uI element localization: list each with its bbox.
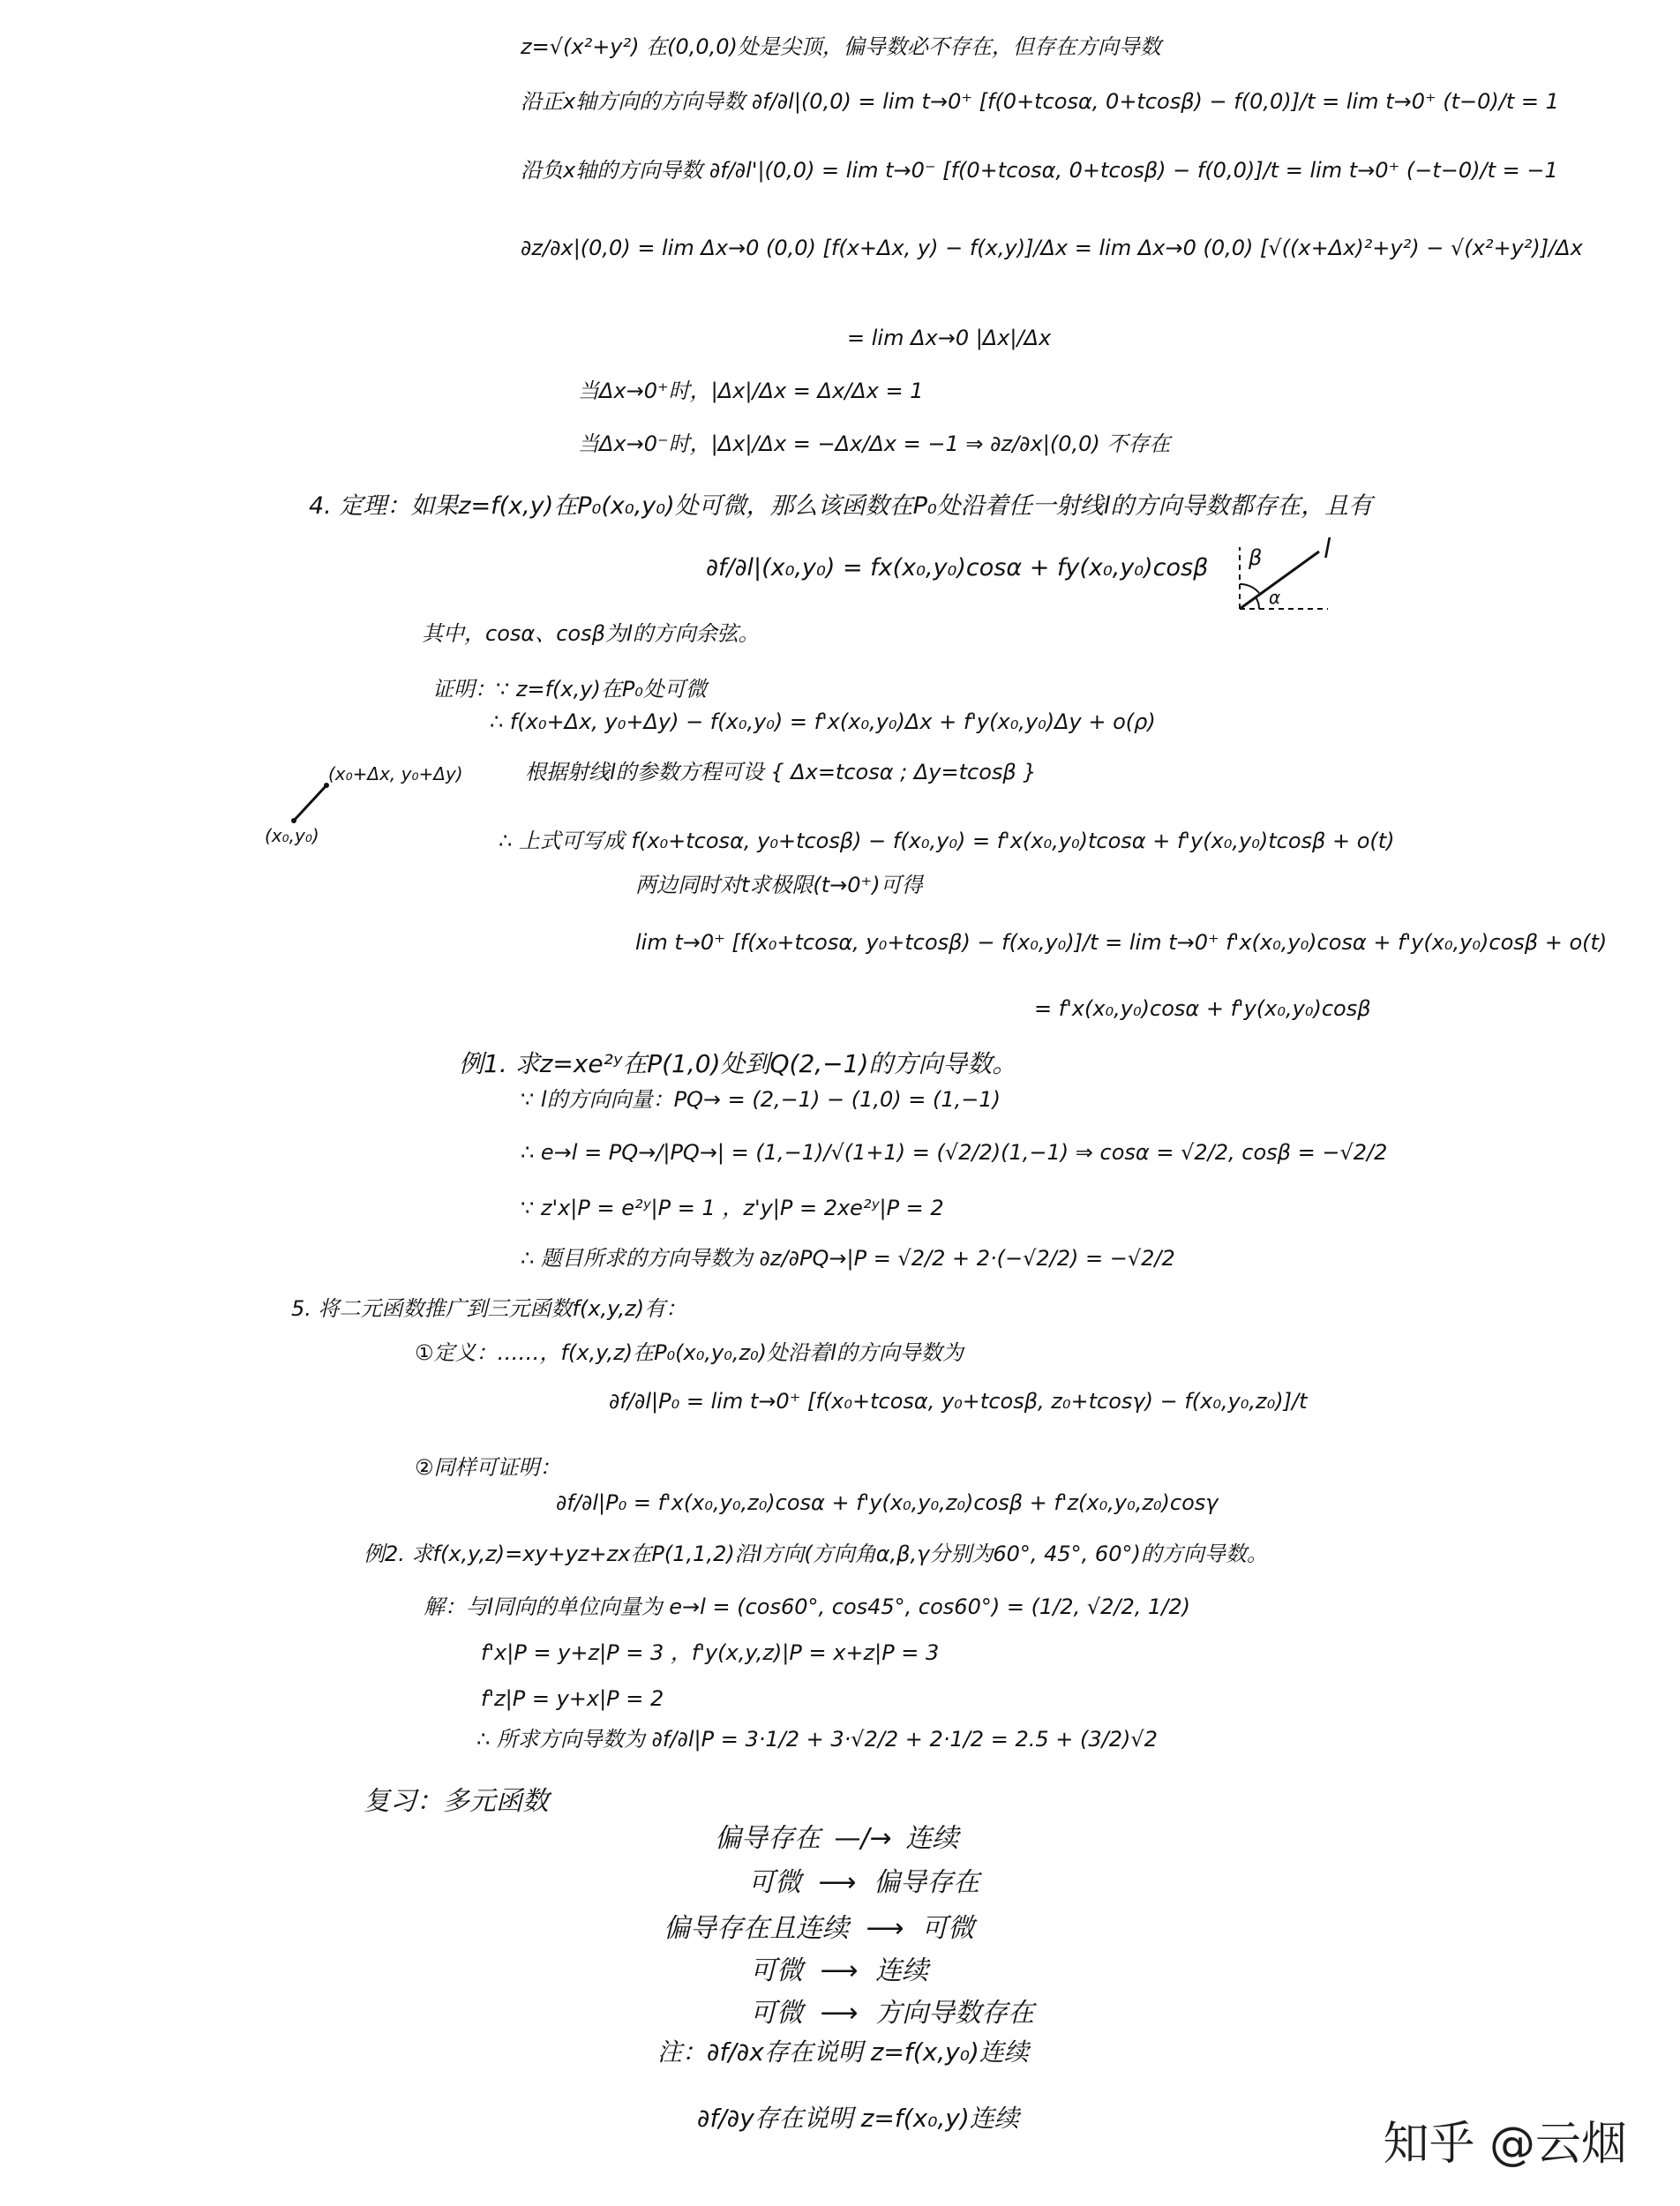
review-right: 连续 — [875, 1955, 929, 1986]
implies-arrow: ⟶ — [866, 1913, 904, 1944]
note-line-9: ∂f/∂l|(x₀,y₀) = fx(x₀,y₀)cosα + fy(x₀,y₀)cosβ — [706, 554, 1209, 582]
note-line-12: ∴ f(x₀+Δx, y₀+Δy) − f(x₀,y₀) = f'x(x₀,y₀)Δx + f'y(x₀,y₀)Δy + o(ρ) — [490, 709, 1156, 734]
review-right: 连续 — [905, 1823, 959, 1854]
review-left: 偏导存在 — [715, 1823, 821, 1854]
note-line-24: ①定义：……，f(x,y,z)在P₀(x₀,y₀,z₀)处沿着l的方向导数为 — [415, 1340, 964, 1365]
note-line-14: ∴ 上式可写成 f(x₀+tcosα, y₀+tcosβ) − f(x₀,y₀) = f'x(x₀,y₀)tcosα + f'y(x₀,y₀)tcosβ + o(t) — [499, 829, 1395, 853]
review-right: 可微 — [921, 1913, 975, 1944]
note-line-11: 证明：∵ z=f(x,y)在P₀处可微 — [432, 677, 707, 702]
note-line-25: ∂f/∂l|P₀ = lim t→0⁺ [f(x₀+tcosα, y₀+tcosβ, z₀+tcosγ) − f(x₀,y₀,z₀)]/t — [609, 1389, 1308, 1414]
review-right: 偏导存在 — [874, 1867, 980, 1898]
note-line-35: ∂f/∂y存在说明 z=f(x₀,y)连续 — [697, 2104, 1019, 2133]
beta-label: β — [1249, 545, 1263, 570]
note-line-33: 复习：多元函数 — [364, 1786, 549, 1817]
implies-arrow: ⟶ — [820, 1998, 859, 2029]
note-line-22: ∴ 题目所求的方向导数为 ∂z/∂PQ→|P = √2/2 + 2·(−√2/2) = −√2/2 — [521, 1246, 1175, 1271]
note-line-19: ∵ l的方向向量：PQ→ = (2,−1) − (1,0) = (1,−1) — [521, 1087, 1001, 1112]
note-line-4: ∂z/∂x|(0,0) = lim Δx→0 (0,0) [f(x+Δx, y) − f(x,y)]/Δx = lim Δx→0 (0,0) [√((x+Δx)²+y²) − √(x²+y²)]/Δx — [521, 236, 1583, 260]
note-line-23: 5. 将二元函数推广到三元函数f(x,y,z)有： — [291, 1296, 687, 1321]
ray-l-label: l — [1324, 534, 1331, 565]
note-line-16: lim t→0⁺ [f(x₀+tcosα, y₀+tcosβ) − f(x₀,y₀)]/t = lim t→0⁺ f'x(x₀,y₀)cosα + f'y(x₀,y₀)cosβ + o(t) — [635, 930, 1608, 955]
review-left: 偏导存在且连续 — [664, 1913, 849, 1944]
note-line-30: f'x|P = y+z|P = 3 ，f'y(x,y,z)|P = x+z|P = 3 — [481, 1640, 940, 1665]
review-row-1 — [715, 1816, 958, 1855]
review-right: 方向导数存在 — [875, 1998, 1035, 2029]
note-line-5: = lim Δx→0 |Δx|/Δx — [847, 326, 1052, 350]
note-line-32: ∴ 所求方向导数为 ∂f/∂l|P = 3·1/2 + 3·√2/2 + 2·1/2 = 2.5 + (3/2)√2 — [476, 1727, 1158, 1752]
note-line-34: 注：∂f/∂x存在说明 z=f(x,y₀)连续 — [657, 2037, 1029, 2067]
note-line-18: 例1. 求z=xe²ʸ在P(1,0)处到Q(2,−1)的方向导数。 — [459, 1049, 1017, 1078]
note-line-28: 例2. 求f(x,y,z)=xy+yz+zx在P(1,1,2)沿l方向(方向角α,β,γ分别为60°, 45°, 60°)的方向导数。 — [364, 1542, 1268, 1566]
note-line-15: 两边同时对t求极限(t→0⁺)可得 — [635, 873, 923, 897]
note-line-27: ∂f/∂l|P₀ = f'x(x₀,y₀,z₀)cosα + f'y(x₀,y₀,z₀)cosβ + f'z(x₀,y₀,z₀)cosγ — [556, 1490, 1219, 1515]
not-implies-arrow: —/→ — [834, 1823, 892, 1854]
note-line-10: 其中，cosα、cosβ为l的方向余弦。 — [422, 621, 760, 646]
note-line-20: ∴ e→l = PQ→/|PQ→| = (1,−1)/√(1+1) = (√2/2)(1,−1) ⇒ cosα = √2/2, cosβ = −√2/2 — [521, 1140, 1388, 1165]
zhihu-watermark: 知乎 @云烟 — [1383, 2118, 1627, 2171]
note-line-3: 沿负x轴的方向导数 ∂f/∂l'|(0,0) = lim t→0⁻ [f(0+tcosα, 0+tcosβ) − f(0,0)]/t = lim t→0⁺ (−t−0)/t = −1 — [521, 158, 1558, 183]
note-line-6: 当Δx→0⁺时，|Δx|/Δx = Δx/Δx = 1 — [578, 379, 924, 403]
review-row-4 — [750, 1948, 928, 1987]
note-line-31: f'z|P = y+x|P = 2 — [481, 1686, 664, 1711]
note-line-21: ∵ z'x|P = e²ʸ|P = 1 ，z'y|P = 2xe²ʸ|P = 2 — [521, 1196, 944, 1220]
ray-end-point-label: (x₀+Δx, y₀+Δy) — [328, 763, 463, 784]
note-line-17: = f'x(x₀,y₀)cosα + f'y(x₀,y₀)cosβ — [1034, 996, 1371, 1021]
note-line-26: ②同样可证明： — [415, 1455, 561, 1480]
note-line-7: 当Δx→0⁻时，|Δx|/Δx = −Δx/Δx = −1 ⇒ ∂z/∂x|(0,0) 不存在 — [578, 431, 1171, 456]
review-row-3 — [664, 1906, 974, 1945]
review-row-5 — [750, 1991, 1034, 2030]
note-line-8: 4. 定理：如果z=f(x,y)在P₀(x₀,y₀)处可微，那么该函数在P₀处沿着任一射线l的方向导数都存在，且有 — [309, 492, 1373, 520]
note-line-13: 根据射线l的参数方程可设 { Δx=tcosα ; Δy=tcosβ } — [525, 760, 1037, 784]
note-line-29: 解：与l同向的单位向量为 e→l = (cos60°, cos45°, cos60°) = (1/2, √2/2, 1/2) — [424, 1594, 1190, 1619]
direction-angle-diagram — [1231, 529, 1354, 627]
note-line-1: z=√(x²+y²) 在(0,0,0)处是尖顶，偏导数必不存在，但存在方向导数 — [521, 34, 1161, 59]
review-left: 可微 — [748, 1867, 801, 1898]
review-row-2 — [748, 1860, 979, 1899]
note-line-2: 沿正x轴方向的方向导数 ∂f/∂l|(0,0) = lim t→0⁺ [f(0+tcosα, 0+tcosβ) − f(0,0)]/t = lim t→0⁺ (t−0)/t = 1 — [521, 89, 1559, 114]
alpha-label: α — [1269, 587, 1281, 608]
review-left: 可微 — [750, 1955, 803, 1986]
ray-start-point-label: (x₀,y₀) — [265, 825, 319, 846]
implies-arrow: ⟶ — [820, 1955, 859, 1986]
implies-arrow: ⟶ — [818, 1867, 857, 1898]
review-left: 可微 — [750, 1998, 803, 2029]
